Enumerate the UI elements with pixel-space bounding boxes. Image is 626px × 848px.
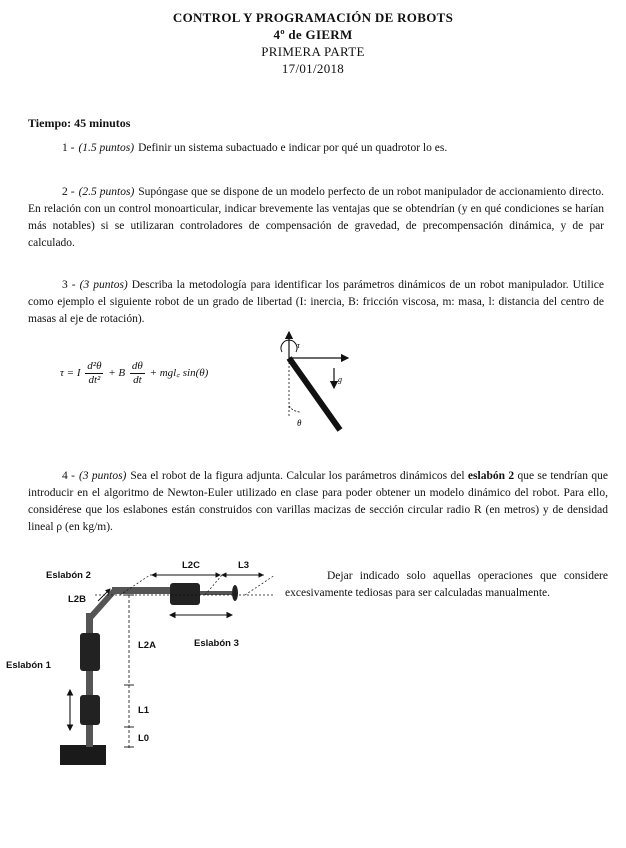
upper-actuator — [80, 633, 100, 671]
question-1-points: (1.5 puntos) — [78, 142, 135, 154]
label-l2c: L2C — [182, 560, 200, 571]
robot-base — [60, 745, 106, 765]
label-l2a: L2A — [138, 640, 156, 651]
theta-arc — [289, 406, 301, 412]
equation-plus-b: + B — [108, 367, 126, 380]
label-l0: L0 — [138, 733, 150, 744]
question-3-points: (3 puntos) — [79, 279, 128, 291]
dynamics-equation — [60, 360, 208, 387]
gravity-label: g — [338, 375, 342, 384]
question-3 — [28, 277, 604, 328]
label-link3: Eslabón 3 — [194, 638, 239, 649]
pendulum-figure — [270, 330, 360, 440]
equation-den-1: dt² — [88, 374, 101, 386]
question-1-number: 1 - — [62, 142, 75, 154]
question-4-text-bold: eslabón 2 — [467, 470, 515, 482]
exam-date: 17/01/2018 — [281, 61, 345, 76]
equation-num-2: dθ — [131, 360, 143, 372]
question-4-text-after: que se tendrían que introducir en el algoritmo de Newton-Euler utilizado en clase para poder obtener un modelo dinámico del robot. Para ello, considérese que los eslabones están construidos con varillas macizas de sección circular radio R (en metros) y de densidad lineal ρ (en kg/m). — [28, 470, 608, 533]
label-l3: L3 — [238, 560, 250, 571]
horizontal-arm — [112, 587, 172, 594]
label-link1: Eslabón 1 — [6, 660, 51, 671]
question-2 — [28, 184, 604, 252]
end-effector — [232, 585, 238, 601]
question-2-points: (2.5 puntos) — [78, 186, 135, 198]
question-2-number: 2 - — [62, 186, 75, 198]
inclined-segment — [89, 591, 114, 619]
question-3-text: Describa la metodología para identificar los parámetros dinámicos de un robot manipulador. Utilice como ejemplo el siguiente robot de un grado de libertad (I: inercia, B: fricción viscosa, m: masa, l: distancia del centro de masas al eje de rotación). — [28, 279, 604, 325]
tau-label: τ — [297, 341, 300, 350]
question-4-number: 4 - — [62, 470, 75, 482]
end-actuator — [170, 583, 200, 605]
equation-frac-2 — [130, 360, 145, 387]
question-2-text: Supóngase que se dispone de un modelo perfecto de un robot manipulador de accionamiento directo. En relación con un control monoarticular, indicar brevemente las ventajas que se obtendrían (y en qué condiciones se harían más notables) si se utilizaran controladores de compensación de gravedad, de precompensación dinámica, y de par calculado. — [28, 186, 604, 249]
equation-frac-1 — [85, 360, 103, 387]
question-1-text: Definir un sistema subactuado e indicar por qué un quadrotor lo es. — [138, 142, 448, 154]
question-4-text-before: Sea el robot de la figura adjunta. Calcular los parámetros dinámicos del — [130, 470, 465, 482]
end-rod — [200, 591, 232, 595]
exam-title: CONTROL Y PROGRAMACIÓN DE ROBOTS — [172, 10, 454, 25]
label-link2: Eslabón 2 — [46, 570, 91, 581]
question-4-note: Dejar indicado solo aquellas operaciones que considere excesivamente tediosas para ser calculadas manualmente. — [285, 570, 608, 599]
equation-lhs: τ = I — [60, 367, 81, 380]
question-4 — [28, 468, 608, 536]
exam-part: PRIMERA PARTE — [261, 44, 365, 59]
label-l2b: L2B — [68, 594, 86, 605]
equation-den-2: dt — [133, 374, 142, 386]
equation-num-1: d²θ — [87, 360, 102, 372]
question-3-number: 3 - — [62, 279, 76, 291]
question-1 — [62, 140, 602, 157]
exam-course: 4º de GIERM — [273, 27, 353, 42]
question-4-points: (3 puntos) — [78, 470, 127, 482]
label-l1: L1 — [138, 705, 150, 716]
equation-rest: + mgl꜀ sin(θ) — [149, 367, 209, 380]
diag-dim-line-2 — [245, 575, 275, 595]
theta-label: θ — [297, 418, 302, 428]
time-label: Tiempo: 45 minutos — [28, 116, 131, 130]
lower-actuator — [80, 695, 100, 725]
